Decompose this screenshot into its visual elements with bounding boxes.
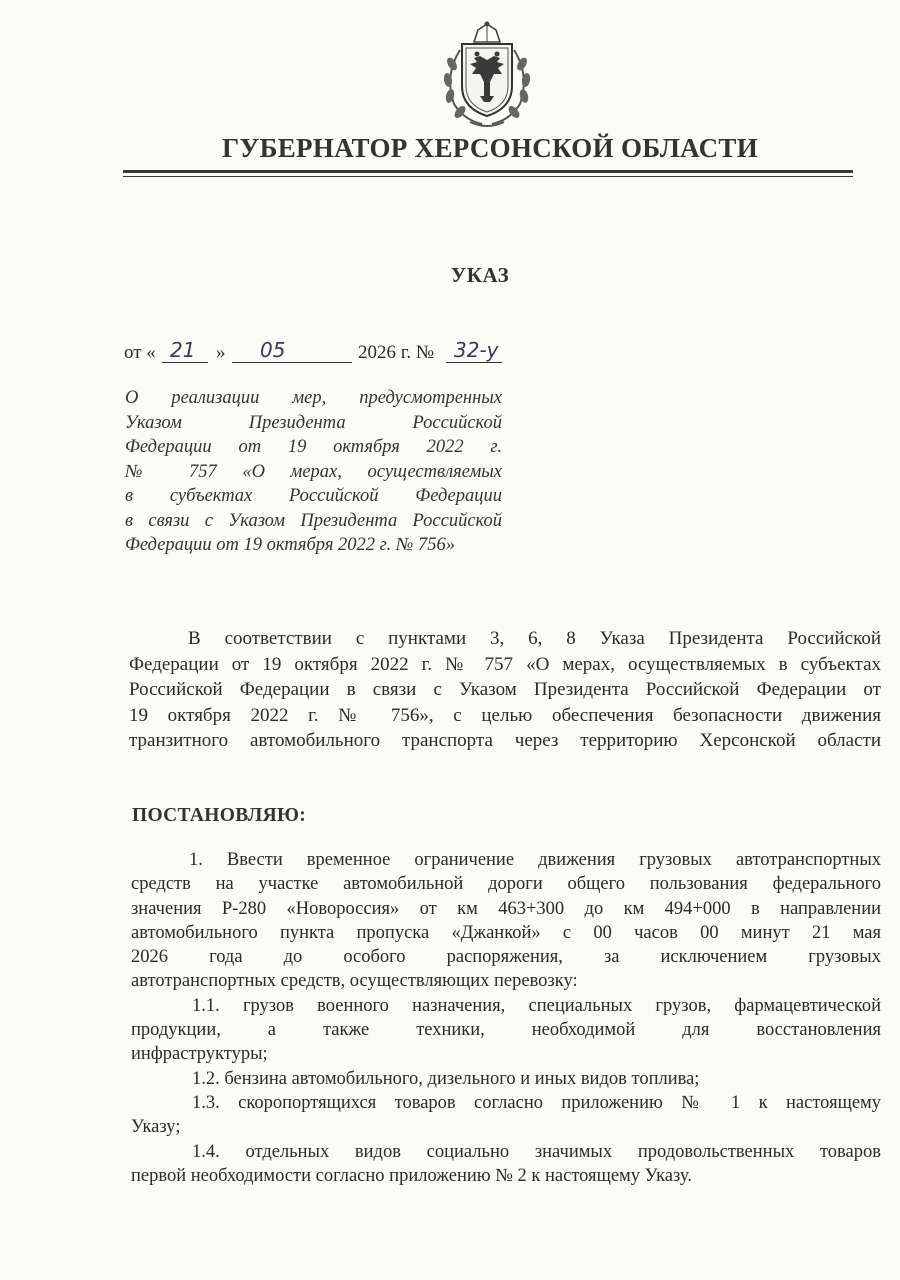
subject-line: Федерации от 19 октября 2022 г. <box>125 437 502 457</box>
decree-body <box>131 848 881 1188</box>
document-number-underline <box>446 362 502 363</box>
body-line: 1.4. отдельных видов социально значимых продовольственных товаров <box>192 1141 881 1162</box>
date-mid: » <box>216 342 226 363</box>
body-line: Указу; <box>131 1117 181 1138</box>
subject-line: в связи с Указом Президента Российской <box>125 510 502 531</box>
body-line: 1.1. грузов военного назначения, специальных грузов, фармацевтической <box>192 995 881 1016</box>
date-day-underline <box>162 362 208 363</box>
date-year: 2026 г. № <box>358 342 435 363</box>
body-line: автотранспортных средств, осуществляющих перевозку: <box>131 971 578 992</box>
preamble-line: 19 октября 2022 г. № 756», с целью обеспечения безопасности движения <box>129 704 881 726</box>
preamble-line: Российской Федерации в связи с Указом Президента Российской Федерации от <box>129 679 881 700</box>
date-month: 05 <box>260 338 286 362</box>
header-divider-thick <box>123 170 853 173</box>
date-day: 21 <box>170 338 196 362</box>
body-line: 2026 года до особого распоряжения, за исключением грузовых <box>131 947 881 968</box>
subject-line: Указом Президента Российской <box>125 412 502 433</box>
preamble-line: транзитного автомобильного транспорта через территорию Херсонской области <box>129 730 881 751</box>
preamble-line: В соответствии с пунктами 3, 6, 8 Указа Президента Российской <box>188 628 881 649</box>
subject-line: № 757 «О мерах, осуществляемых <box>125 461 502 482</box>
body-line: 1.3. скоропортящихся товаров согласно приложению № 1 к настоящему <box>192 1092 881 1113</box>
body-line: первой необходимости согласно приложению № 2 к настоящему Указу. <box>131 1165 692 1186</box>
body-line: значения Р-280 «Новороссия» от км 463+300 до км 494+000 в направлении <box>131 898 881 919</box>
coat-of-arms-icon <box>430 20 544 132</box>
preamble-line: Федерации от 19 октября 2022 г. № 757 «О мерах, осуществляемых в субъектах <box>129 653 881 675</box>
body-line: инфраструктуры; <box>131 1044 268 1065</box>
body-line: автомобильного пункта пропуска «Джанкой» с 00 часов 00 минут 21 мая <box>131 922 881 943</box>
date-prefix: от « <box>124 342 156 363</box>
header-divider-thin <box>123 176 853 177</box>
document-number: 32-у <box>454 338 499 362</box>
body-line: 1.2. бензина автомобильного, дизельного и иных видов топлива; <box>192 1068 700 1089</box>
subject-line: О реализации мер, предусмотренных <box>125 388 502 408</box>
body-line: продукции, а также техники, необходимой для восстановления <box>131 1020 881 1041</box>
document-date-line <box>124 338 524 370</box>
body-line: средств на участке автомобильной дороги общего пользования федерального <box>131 874 881 895</box>
decree-heading: ПОСТАНОВЛЯЮ: <box>132 805 307 826</box>
preamble-paragraph <box>129 626 881 754</box>
body-line: 1. Ввести временное ограничение движения грузовых автотранспортных <box>189 850 881 870</box>
subject-line: в субъектах Российской Федерации <box>125 486 502 506</box>
document-type: УКАЗ <box>450 263 510 287</box>
subject-line: Федерации от 19 октября 2022 г. № 756» <box>125 535 455 555</box>
date-month-underline <box>232 362 352 363</box>
organization-title: ГУБЕРНАТОР ХЕРСОНСКОЙ ОБЛАСТИ <box>221 133 759 163</box>
document-subject <box>125 386 502 558</box>
